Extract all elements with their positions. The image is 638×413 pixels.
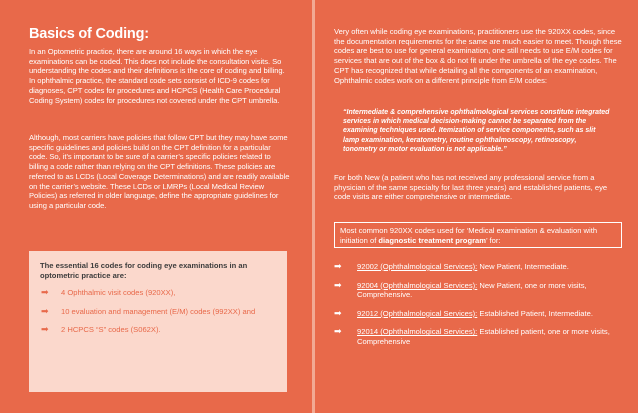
arrow-right-icon: ➡ <box>334 261 342 271</box>
highlight-text-before: Most common 920XX codes used for ‘Medical examination & evaluation with initiation of <box>340 226 598 245</box>
code-link-92012[interactable]: 92012 (Ophthalmological Services): <box>357 308 478 318</box>
arrow-right-icon: ➡ <box>41 287 49 298</box>
code-list <box>334 262 624 356</box>
code-link-92004[interactable]: 92004 (Ophthalmological Services): <box>357 280 478 290</box>
arrow-right-icon: ➡ <box>334 326 342 337</box>
arrow-right-icon: ➡ <box>334 279 342 290</box>
code-link-92002[interactable]: 92002 (Ophthalmological Services): <box>357 262 478 271</box>
page-title: Basics of Coding: <box>29 26 149 42</box>
code-description: New Patient, one or more visits, Comprehensive. <box>357 280 587 300</box>
highlight-bold-text: diagnostic treatment program <box>378 235 487 245</box>
arrow-right-icon: ➡ <box>41 305 49 316</box>
eye-codes-paragraph: Very often while coding eye examinations, practitioners use the 920XX codes, since the documentation requirements for the same are much easier to meet. Though these codes are best to use for general examination, one still needs to use E/M codes for services that are out of the box & do not fit under the umbrella of the eye codes. The CPT has recognized that while detailing all the components of an examination, Ophthalmic codes work on a different principle from E/M codes: <box>334 27 622 85</box>
list-item <box>41 325 279 335</box>
code-description: Established Patient, Intermediate. <box>477 308 593 318</box>
carrier-policies-paragraph: Although, most carriers have policies that follow CPT but they may have some specific guidelines and policies build on the CPT definition for a particular code. So, it’s important to be sure of a carrier’s specific policies related to billing a code rather than relying on the CPT definitions. These policies are referred to as LCDs (Local Coverage Determinations) and are readily available on the carrier’s website. These LCDs or LMRPs (Local Medical Review Policies) as referred in older language, define the appropriate guidelines for using a particular code. <box>29 133 290 210</box>
intro-paragraph: In an Optometric practice, there are around 16 ways in which the eye examinations can be coded. This does not include the consultation visits. So understanding the codes and their definitions is the core of coding and billing. In ophthalmic practice, the standard code sets consist of ICD-9 codes for diagnoses, CPT codes for procedures and HCPCS (Health Care Procedural Coding System) codes for procedures not covered under the CPT umbrella. <box>29 47 285 105</box>
callout-title: The essential 16 codes for coding eye examinations in an optometric practice are: <box>40 261 248 280</box>
code-description: New Patient, Intermediate. <box>477 262 569 271</box>
arrow-right-icon: ➡ <box>41 324 49 335</box>
right-page <box>315 0 638 413</box>
list-item <box>41 288 279 298</box>
arrow-right-icon: ➡ <box>334 307 342 318</box>
list-item-text: 2 HCPCS “S” codes (S062X). <box>61 325 161 335</box>
common-codes-highlight <box>334 222 622 248</box>
list-item-text: 4 Ophthalmic visit codes (920XX), <box>61 288 176 298</box>
highlight-text-after: ’ for: <box>486 235 501 245</box>
code-description: Established patient, one or more visits, Comprehensive <box>357 327 610 346</box>
code-link-92014[interactable]: 92014 (Ophthalmological Services): <box>357 327 478 337</box>
patient-types-paragraph: For both New (a patient who has not received any professional service from a physician of the same specialty for last three years) and established patients, eye code visits are either comprehensive or intermediate. <box>334 173 608 202</box>
list-item-text: 10 evaluation and management (E/M) codes (992XX) and <box>61 306 256 316</box>
list-item <box>334 281 624 300</box>
essential-codes-callout <box>29 251 287 392</box>
list-item <box>334 327 624 346</box>
list-item <box>334 262 624 272</box>
list-item <box>41 307 279 317</box>
left-page <box>0 0 312 413</box>
list-item <box>334 309 624 319</box>
cpt-quote: “Intermediate & comprehensive ophthalmological services constitute integrated services in which medical decision-making cannot be separated from the examining techniques used. Itemization of service components, such as slit lamp examination, keratometry, routine ophthalmoscopy, retinoscopy, tonometry or motor evaluation is not applicable.” <box>343 109 610 153</box>
